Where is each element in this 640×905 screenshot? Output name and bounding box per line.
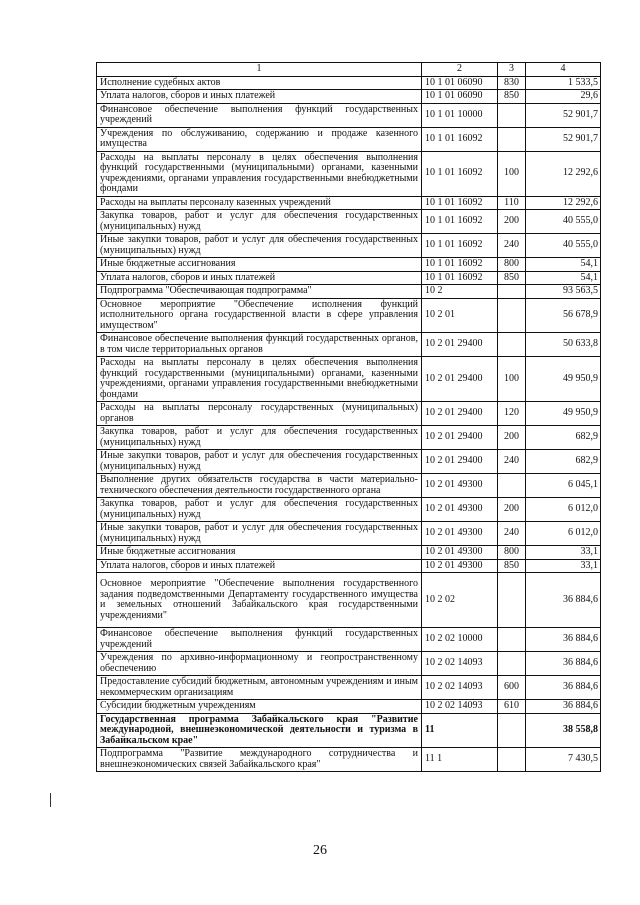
- row-sum-cell: 6 012,0: [526, 498, 601, 522]
- row-type-cell: 610: [498, 700, 526, 714]
- table-row: [97, 76, 601, 90]
- row-code-cell: 10 2 01 49300: [422, 474, 498, 498]
- row-name-cell: Учреждения по обслуживанию, содержанию и продаже казенного имущества: [97, 127, 422, 151]
- row-type-cell: 850: [498, 90, 526, 104]
- row-code-cell: 10 2 01 29400: [422, 333, 498, 357]
- row-type-cell: 100: [498, 151, 526, 196]
- row-sum-cell: 29,6: [526, 90, 601, 104]
- row-sum-cell: 52 901,7: [526, 127, 601, 151]
- table-row: [97, 628, 601, 652]
- row-name-cell: Расходы на выплаты персоналу казенных учреждений: [97, 196, 422, 210]
- page-number: 26: [313, 843, 327, 858]
- table-row: [97, 522, 601, 546]
- table-row: [97, 652, 601, 676]
- row-code-cell: 10 2 02 10000: [422, 628, 498, 652]
- table-row: [97, 748, 601, 772]
- row-type-cell: [498, 103, 526, 127]
- row-sum-cell: 49 950,9: [526, 357, 601, 402]
- table-row: [97, 285, 601, 299]
- row-type-cell: [498, 298, 526, 333]
- row-name-cell: Уплата налогов, сборов и иных платежей: [97, 559, 422, 573]
- row-code-cell: 10 1 01 16092: [422, 151, 498, 196]
- row-code-cell: 10 1 01 16092: [422, 210, 498, 234]
- row-type-cell: 100: [498, 357, 526, 402]
- row-sum-cell: 40 555,0: [526, 210, 601, 234]
- row-code-cell: 10 2 01 29400: [422, 357, 498, 402]
- row-name-cell: Уплата налогов, сборов и иных платежей: [97, 90, 422, 104]
- row-sum-cell: 6 012,0: [526, 522, 601, 546]
- table-row: [97, 357, 601, 402]
- row-name-cell: Государственная программа Забайкальского края "Развитие международной, внешнеэкономической деятельности и туризма в Забайкальском крае": [97, 713, 422, 748]
- row-name-cell: Подпрограмма "Развитие международного сотрудничества и внешнеэкономических связей Забайкальского края": [97, 748, 422, 772]
- table-body: [97, 63, 601, 772]
- row-name-cell: Расходы на выплаты персоналу в целях обеспечения выполнения функций государственными (муниципальными) органами, казенными учреждениями, органами управления государственными внебюджетными фондами: [97, 151, 422, 196]
- table-row: [97, 196, 601, 210]
- table-row: [97, 450, 601, 474]
- row-sum-cell: 93 563,5: [526, 285, 601, 299]
- row-code-cell: 11: [422, 713, 498, 748]
- budget-table: [96, 62, 601, 772]
- row-type-cell: [498, 748, 526, 772]
- row-name-cell: Иные закупки товаров, работ и услуг для обеспечения государственных (муниципальных) нужд: [97, 522, 422, 546]
- row-name-cell: Исполнение судебных актов: [97, 76, 422, 90]
- row-type-cell: [498, 127, 526, 151]
- row-sum-cell: 54,1: [526, 271, 601, 285]
- row-type-cell: 800: [498, 546, 526, 560]
- row-type-cell: 120: [498, 402, 526, 426]
- table-row: [97, 234, 601, 258]
- row-sum-cell: 52 901,7: [526, 103, 601, 127]
- table-row: [97, 298, 601, 333]
- table-row: [97, 151, 601, 196]
- table-header-row: [97, 63, 601, 77]
- row-sum-cell: 40 555,0: [526, 234, 601, 258]
- header-cell-col1: 1: [97, 63, 422, 77]
- table-row: [97, 474, 601, 498]
- row-sum-cell: 12 292,6: [526, 196, 601, 210]
- row-sum-cell: 1 533,5: [526, 76, 601, 90]
- row-name-cell: Расходы на выплаты персоналу государственных (муниципальных) органов: [97, 402, 422, 426]
- row-sum-cell: 49 950,9: [526, 402, 601, 426]
- table-row: [97, 210, 601, 234]
- row-code-cell: 10 2 01 29400: [422, 402, 498, 426]
- row-name-cell: Закупка товаров, работ и услуг для обеспечения государственных (муниципальных) нужд: [97, 498, 422, 522]
- row-code-cell: 10 2 02 14093: [422, 652, 498, 676]
- row-sum-cell: 50 633,8: [526, 333, 601, 357]
- row-sum-cell: 33,1: [526, 546, 601, 560]
- row-name-cell: Выполнение других обязательств государства в части материально-технического обеспечения деятельности государственного органа: [97, 474, 422, 498]
- row-type-cell: 110: [498, 196, 526, 210]
- row-name-cell: Субсидии бюджетным учреждениям: [97, 700, 422, 714]
- header-cell-col3: 3: [498, 63, 526, 77]
- row-type-cell: 850: [498, 271, 526, 285]
- row-sum-cell: 36 884,6: [526, 573, 601, 628]
- row-type-cell: 240: [498, 522, 526, 546]
- row-type-cell: [498, 474, 526, 498]
- row-code-cell: 10 2 01 29400: [422, 426, 498, 450]
- row-name-cell: Иные бюджетные ассигнования: [97, 546, 422, 560]
- table-row: [97, 559, 601, 573]
- row-name-cell: Подпрограмма "Обеспечивающая подпрограмма": [97, 285, 422, 299]
- row-code-cell: 10 1 01 10000: [422, 103, 498, 127]
- row-type-cell: [498, 285, 526, 299]
- table-row: [97, 676, 601, 700]
- row-name-cell: Иные закупки товаров, работ и услуг для обеспечения государственных (муниципальных) нужд: [97, 450, 422, 474]
- row-sum-cell: 38 558,8: [526, 713, 601, 748]
- table-row: [97, 713, 601, 748]
- table-row: [97, 103, 601, 127]
- row-code-cell: 10 1 01 16092: [422, 258, 498, 272]
- row-type-cell: [498, 333, 526, 357]
- row-sum-cell: 36 884,6: [526, 676, 601, 700]
- header-cell-col2: 2: [422, 63, 498, 77]
- table-row: [97, 426, 601, 450]
- row-code-cell: 10 2 02: [422, 573, 498, 628]
- row-sum-cell: 6 045,1: [526, 474, 601, 498]
- row-type-cell: [498, 573, 526, 628]
- row-type-cell: 800: [498, 258, 526, 272]
- row-type-cell: 240: [498, 450, 526, 474]
- table-row: [97, 498, 601, 522]
- row-code-cell: 10 2 01 49300: [422, 498, 498, 522]
- row-name-cell: Иные бюджетные ассигнования: [97, 258, 422, 272]
- table-row: [97, 333, 601, 357]
- row-type-cell: 850: [498, 559, 526, 573]
- row-sum-cell: 36 884,6: [526, 652, 601, 676]
- row-sum-cell: 7 430,5: [526, 748, 601, 772]
- table-row: [97, 258, 601, 272]
- row-sum-cell: 36 884,6: [526, 700, 601, 714]
- header-cell-col4: 4: [526, 63, 601, 77]
- row-sum-cell: 33,1: [526, 559, 601, 573]
- row-type-cell: [498, 652, 526, 676]
- row-name-cell: Иные закупки товаров, работ и услуг для обеспечения государственных (муниципальных) нужд: [97, 234, 422, 258]
- row-name-cell: Финансовое обеспечение выполнения функций государственных учреждений: [97, 628, 422, 652]
- row-code-cell: 10 1 01 16092: [422, 234, 498, 258]
- row-code-cell: 10 1 01 16092: [422, 127, 498, 151]
- row-name-cell: Учреждения по архивно-информационному и геопространственному обеспечению: [97, 652, 422, 676]
- row-code-cell: 10 2 01 49300: [422, 546, 498, 560]
- table-row: [97, 402, 601, 426]
- row-type-cell: 200: [498, 498, 526, 522]
- row-code-cell: 10 2 01 29400: [422, 450, 498, 474]
- row-name-cell: Закупка товаров, работ и услуг для обеспечения государственных (муниципальных) нужд: [97, 426, 422, 450]
- row-name-cell: Закупка товаров, работ и услуг для обеспечения государственных (муниципальных) нужд: [97, 210, 422, 234]
- table-row: [97, 90, 601, 104]
- row-code-cell: 10 2: [422, 285, 498, 299]
- row-code-cell: 10 2 01 49300: [422, 522, 498, 546]
- table-row: [97, 573, 601, 628]
- table-row: [97, 700, 601, 714]
- row-code-cell: 10 2 02 14093: [422, 676, 498, 700]
- row-name-cell: Финансовое обеспечение выполнения функций государственных учреждений: [97, 103, 422, 127]
- row-name-cell: Предоставление субсидий бюджетным, автономным учреждениям и иным некоммерческим организациям: [97, 676, 422, 700]
- row-code-cell: 10 2 01 49300: [422, 559, 498, 573]
- row-type-cell: 830: [498, 76, 526, 90]
- row-name-cell: Уплата налогов, сборов и иных платежей: [97, 271, 422, 285]
- row-name-cell: Финансовое обеспечение выполнения функций государственных органов, в том числе территориальных органов: [97, 333, 422, 357]
- row-name-cell: Расходы на выплаты персоналу в целях обеспечения выполнения функций государственными (муниципальными) органами, казенными учреждениями, органами управления государственными внебюджетными фондами: [97, 357, 422, 402]
- row-type-cell: 200: [498, 426, 526, 450]
- row-sum-cell: 54,1: [526, 258, 601, 272]
- row-sum-cell: 36 884,6: [526, 628, 601, 652]
- row-code-cell: 10 1 01 16092: [422, 271, 498, 285]
- row-sum-cell: 56 678,9: [526, 298, 601, 333]
- row-code-cell: 10 1 01 16092: [422, 196, 498, 210]
- row-code-cell: 10 2 02 14093: [422, 700, 498, 714]
- row-code-cell: 11 1: [422, 748, 498, 772]
- row-type-cell: [498, 713, 526, 748]
- row-type-cell: [498, 628, 526, 652]
- row-code-cell: 10 1 01 06090: [422, 76, 498, 90]
- row-code-cell: 10 1 01 06090: [422, 90, 498, 104]
- row-type-cell: 600: [498, 676, 526, 700]
- table-row: [97, 546, 601, 560]
- row-name-cell: Основное мероприятие "Обеспечение исполнения функций исполнительного органа государственной власти в сфере управления имуществом": [97, 298, 422, 333]
- table-row: [97, 271, 601, 285]
- table-row: [97, 127, 601, 151]
- row-type-cell: 200: [498, 210, 526, 234]
- row-type-cell: 240: [498, 234, 526, 258]
- row-sum-cell: 682,9: [526, 450, 601, 474]
- row-sum-cell: 12 292,6: [526, 151, 601, 196]
- row-name-cell: Основное мероприятие "Обеспечение выполнения государственного задания подведомственными Департаменту государственного имущества и земельных отношений Забайкальского края государственными учреждениями": [97, 573, 422, 628]
- row-code-cell: 10 2 01: [422, 298, 498, 333]
- margin-mark: [50, 793, 51, 807]
- row-sum-cell: 682,9: [526, 426, 601, 450]
